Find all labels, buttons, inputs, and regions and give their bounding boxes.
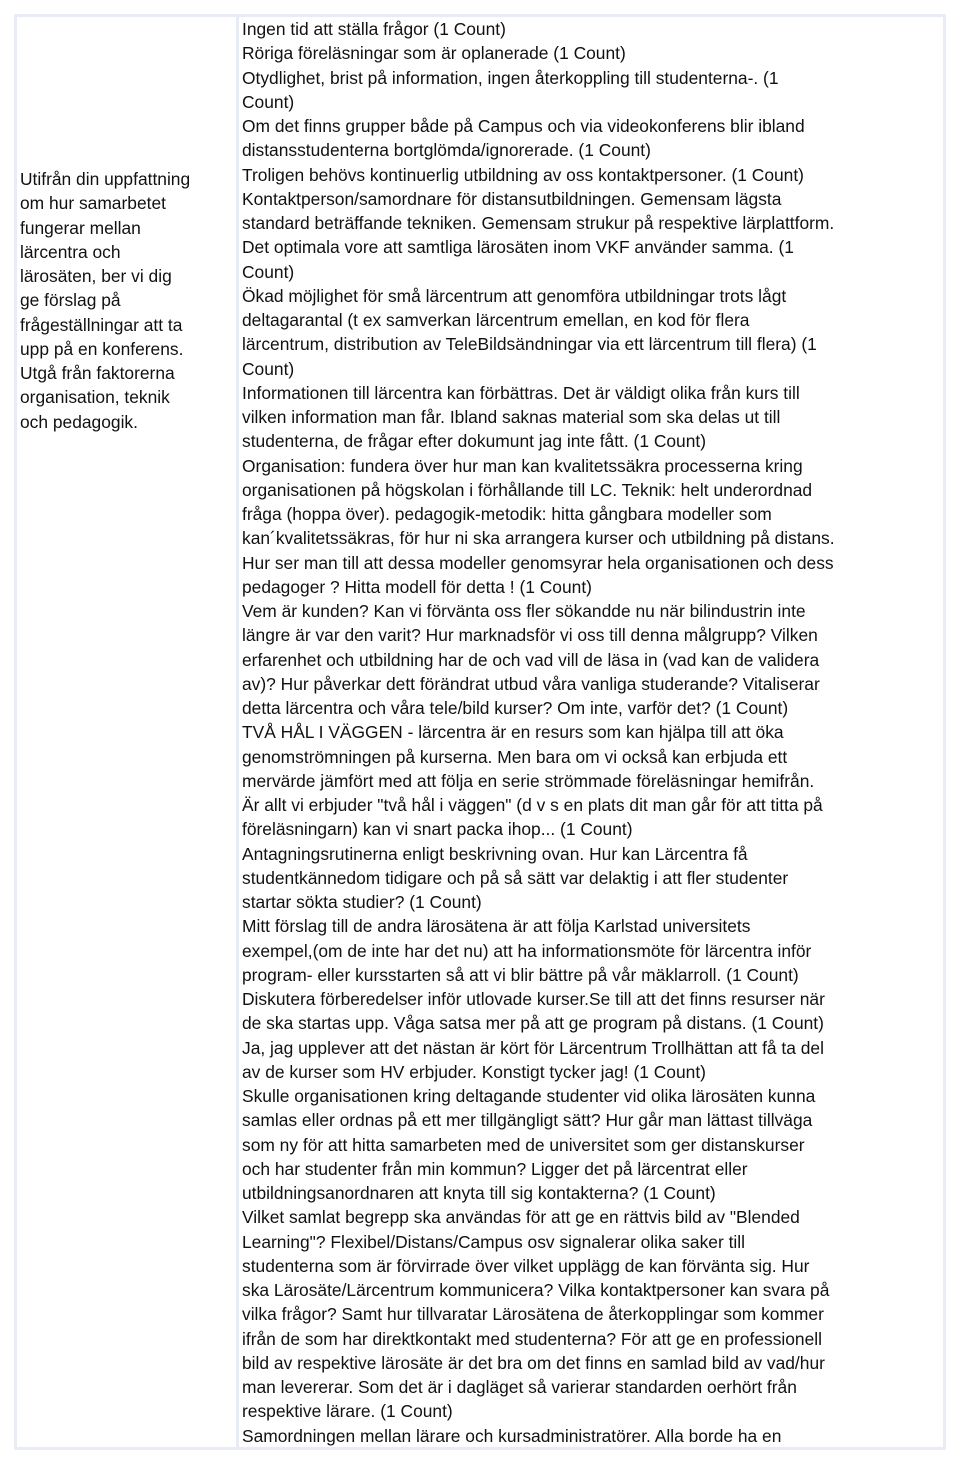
answer-item: Om det finns grupper både på Campus och via videokonferens blir ibland distansstudenterna bortglömda/ignorerade. (1 Count) (242, 116, 805, 161)
survey-response-table (14, 14, 946, 1450)
answer-item: Otydlighet, brist på information, ingen återkoppling till studenterna-. (1 Count) (242, 67, 779, 112)
answer-item: TVÅ HÅL I VÄGGEN - lärcentra är en resurs som kan hjälpa till att öka genomströmningen på kurserna. Men bara om vi också kan erbjuda ett mervärde jämfört med att följa en serie strömmade föreläsningar hemifrån. Är allt vi erbjuder "två hål i väggen" (d v s en plats dit man går för att titta på föreläsningarn) kan vi snart packa ihop... (1 Count) (242, 722, 823, 840)
answer-item: Mitt förslag till de andra lärosätena är att följa Karlstad universitets exempel,(om de inte har det nu) att ha informationsmöte för lärcentra inför program- eller kursstarten så att vi blir bättre på vår mäklarroll. (1 Count) (242, 916, 812, 985)
answers-cell (239, 17, 943, 1447)
answer-item: Kontaktperson/samordnare för distansutbildningen. Gemensam lägsta standard beträffande tekniken. Gemensam strukur på respektive lärplattform. Det optimala vore att samtliga lärosäten inom VKF använder samma. (1 Count) (242, 188, 835, 282)
answer-item: Antagningsrutinerna enligt beskrivning ovan. Hur kan Lärcentra få studentkännedom tidigare och på så sätt var delaktig i att fler studenter startar sökta studier? (1 Count) (242, 843, 789, 912)
answer-item: Ja, jag upplever att det nästan är kört för Lärcentrum Trollhättan att få ta del av de kurser som HV erbjuder. Konstigt tycker jag! (1 Count) (242, 1037, 824, 1082)
answer-item: Informationen till lärcentra kan förbättras. Det är väldigt olika från kurs till vilken information man får. Ibland saknas material som ska delas ut till studenterna, de frågar efter dokumunt jag inte fått. (1 Count) (242, 382, 800, 452)
answer-item: Ingen tid att ställa frågor (1 Count) (242, 19, 506, 39)
question-text: Utifrån din uppfattning om hur samarbetet fungerar mellan lärcentra och lärosäten, ber vi dig ge förslag på frågeställningar att ta upp på en konferens. Utgå från faktorerna organisation, teknik och pedagogik. (20, 169, 191, 432)
answer-item: Vem är kunden? Kan vi förvänta oss fler sökandde nu när bilindustrin inte längre är var den varit? Hur marknadsför vi oss till denna målgrupp? Vilken erfarenhet och utbildning har de och vad vill de läsa in (vad kan de validera av)? Hur påverkar dett förändrat utbud våra vanliga studerande? Vitaliserar detta lärcentra och våra tele/bild kurser? Om inte, varför det? (1 Count) (242, 601, 820, 718)
answer-item: Ökad möjlighet för små lärcentrum att genomföra utbildningar trots lågt deltagarantal (t ex samverkan lärcentrum emellan, en kod för flera lärcentrum, distribution av TeleBildsändningar via ett lärcentrum till flera) (1 Count) (242, 285, 817, 379)
answer-item: Diskutera förberedelser inför utlovade kurser.Se till att det finns resurser när de ska startas upp. Våga satsa mer på att ge program på distans. (1 Count) (242, 989, 825, 1034)
answer-item: Röriga föreläsningar som är oplanerade (1 Count) (242, 43, 626, 64)
answer-item: Skulle organisationen kring deltagande studenter vid olika lärosäten kunna samlas eller ordnas på ett mer tillgängligt sätt? Hur går man lättast tillväga som ny för att hitta samarbeten med de universitet som ger distanskurser och har studenter från min kommun? Ligger det på lärcentrat eller utbildningsanordnaren att knyta till sig kontakterna? (1 Count) (242, 1086, 816, 1203)
answer-item: Vilket samlat begrepp ska användas för att ge en rättvis bild av "Blended Learning"? Flexibel/Distans/Campus osv signalerar olika saker till studenterna som är förvirrade över vilket upplägg de kan förvänta sig. Hur ska Lärosäte/Lärcentrum kommunicera? Vilka kontaktpersoner kan svara på vilka frågor? Samt hur tillvaratar Lärosätena de återkopplingar som kommer ifrån de som har direktkontakt med studenterna? För att ge en professionell bild av respektive lärosäte är det bra om det finns en samlad bild av vad/hur man levererar. Som det är i dagläget så varierar standarden oerhört från respektive lärare. (1 Count) (242, 1207, 830, 1422)
answer-item: Troligen behövs kontinuerlig utbildning av oss kontaktpersoner. (1 Count) (242, 164, 804, 185)
answer-list (242, 17, 943, 1448)
question-cell (17, 17, 236, 1447)
answer-item: Samordningen mellan lärare och kursadministratörer. Alla borde ha en (242, 1425, 782, 1446)
answer-item: Organisation: fundera över hur man kan kvalitetssäkra processerna kring organisationen på högskolan i förhållande till LC. Teknik: helt underordnad fråga (hoppa över). pedagogik-metodik: hitta gångbara modeller som kan´kvalitetssäkras, för hur ni ska arrangera kurser och utbildning på distans. Hur ser man till att dessa modeller genomsyrar hela organisationen och dess pedagoger ? Hitta modell för detta ! (1 Count) (242, 455, 835, 597)
